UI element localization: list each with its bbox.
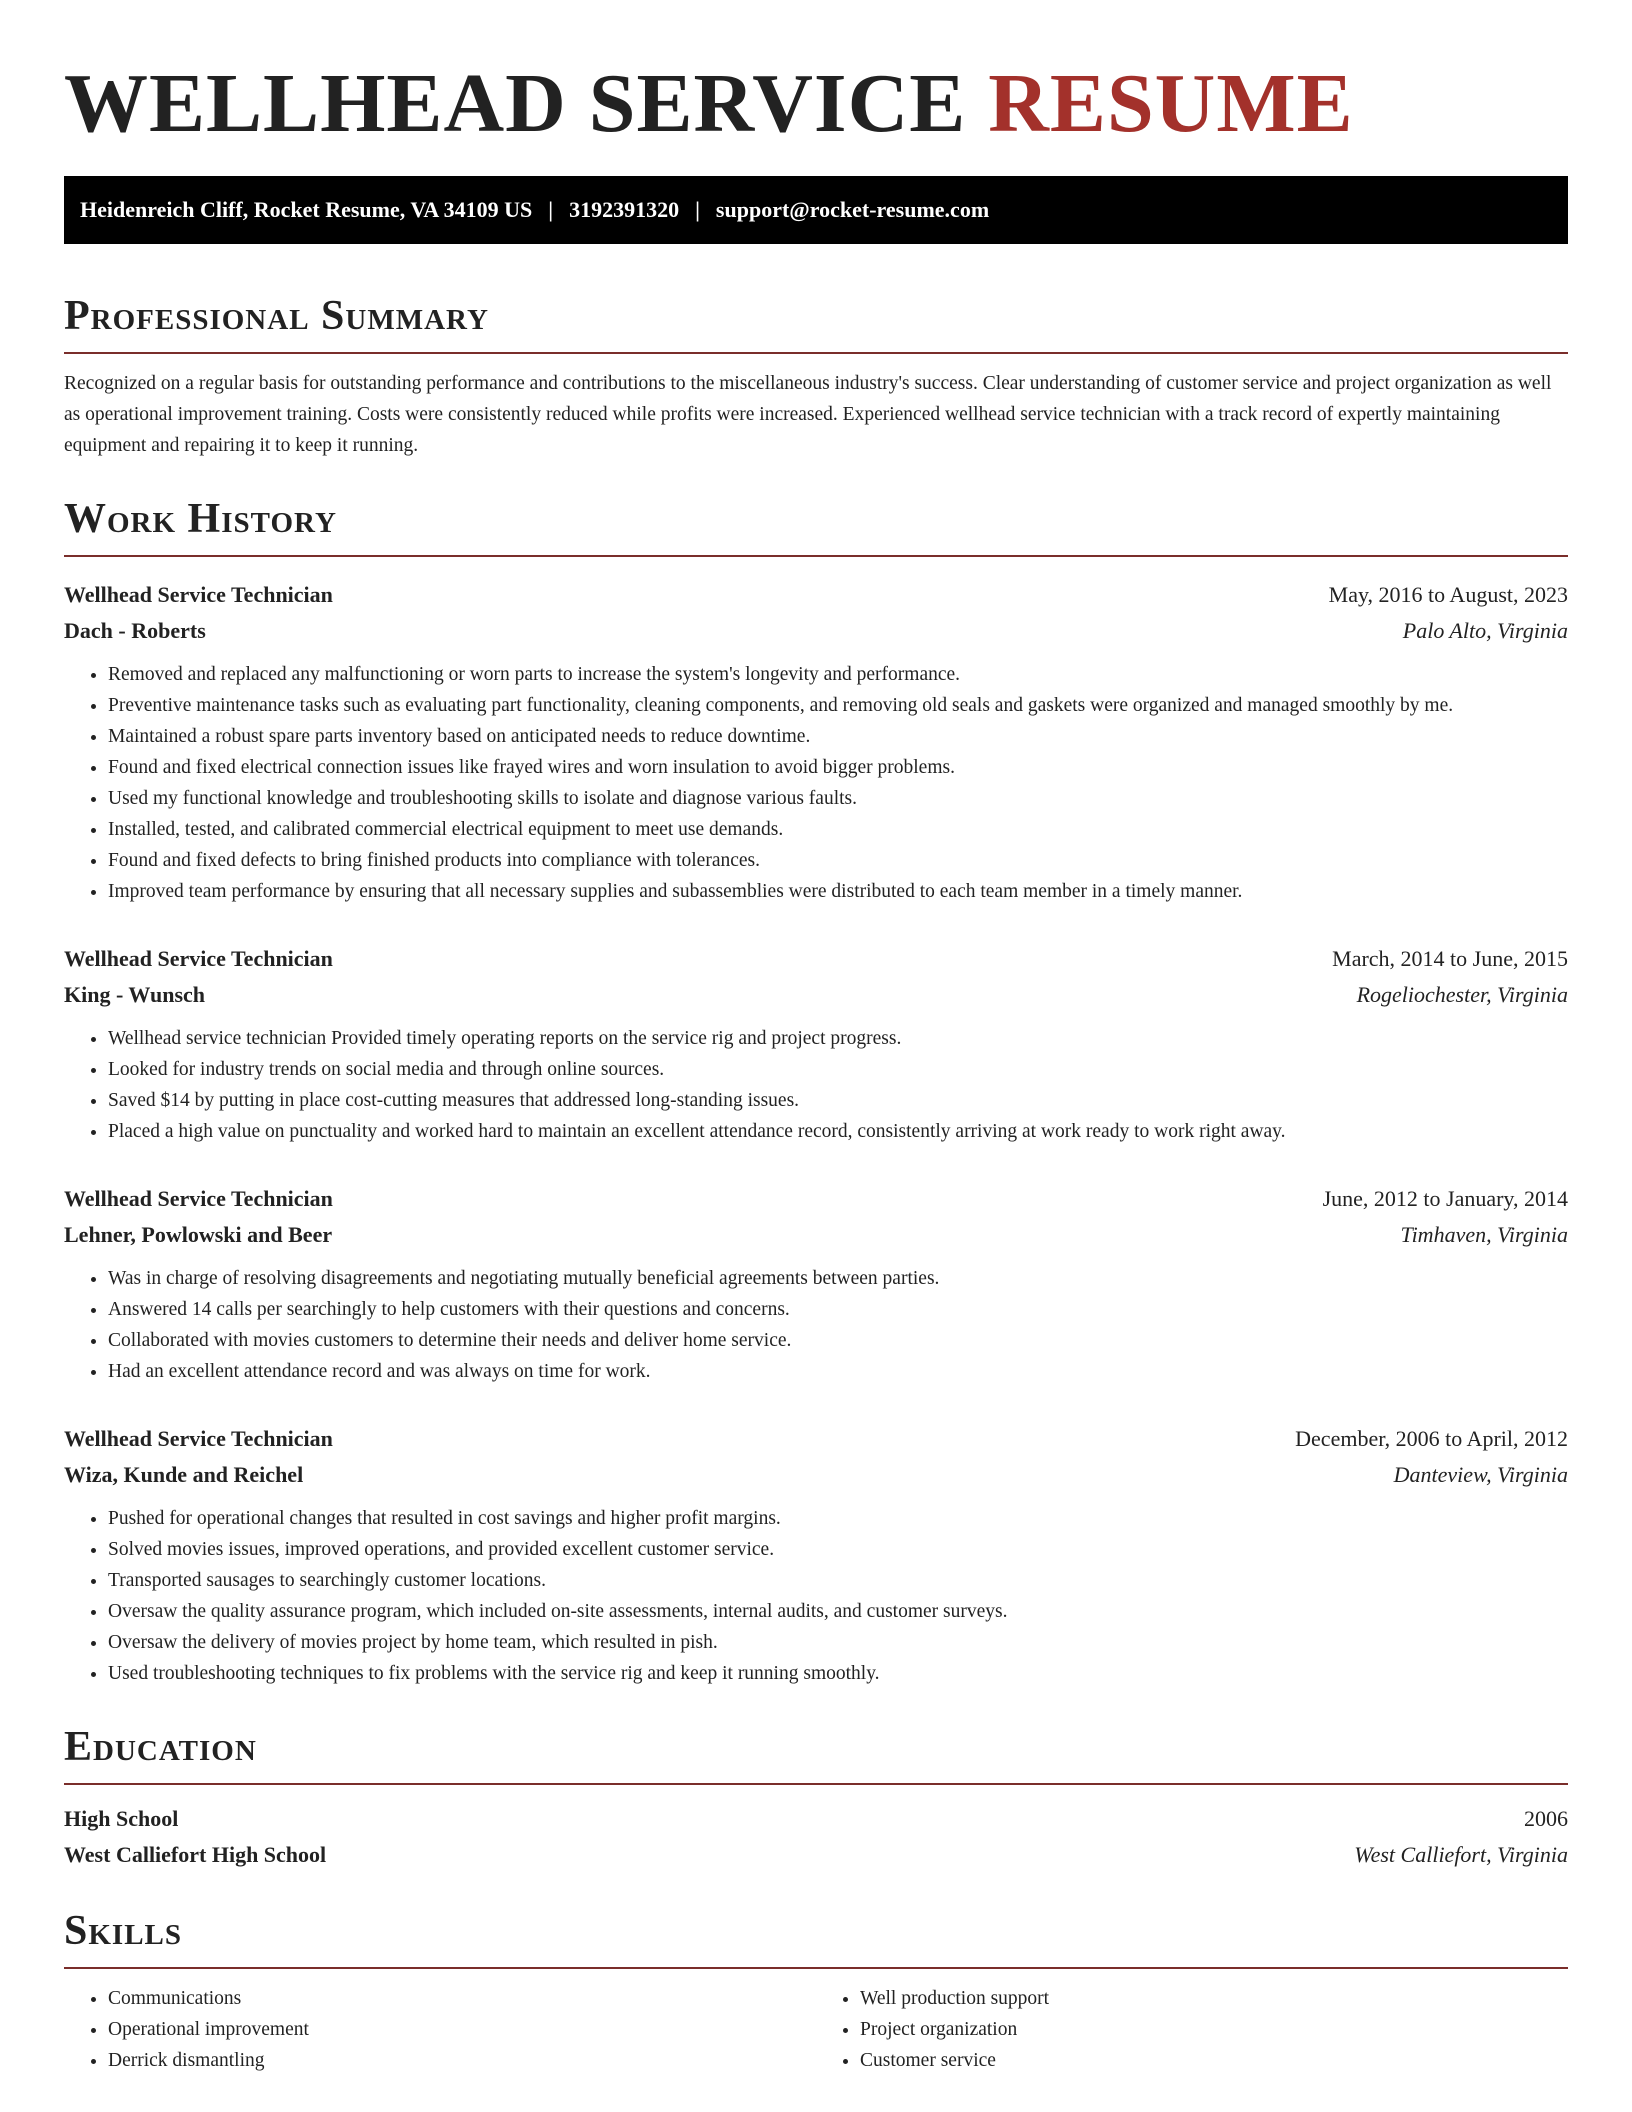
- skills-section: [64, 1903, 1568, 2076]
- education-heading: Education: [64, 1724, 257, 1770]
- job-header-row: [64, 1181, 1568, 1217]
- job-bullet: • Removed and replaced any malfunctioning or worn parts to increase the system's longevity and performance.: [108, 659, 1568, 690]
- summary-section: [64, 288, 1568, 461]
- job-bullet: • Solved movies issues, improved operations, and provided excellent customer service.: [108, 1534, 1568, 1565]
- job-entry: [64, 577, 1568, 907]
- job-bullet: • Looked for industry trends on social media and through online sources.: [108, 1054, 1568, 1085]
- job-bullets: [64, 1503, 1568, 1689]
- job-entry: [64, 1181, 1568, 1387]
- job-dates: June, 2012 to January, 2014: [1322, 1186, 1568, 1211]
- job-title: Wellhead Service Technician: [64, 582, 333, 607]
- education-degree: High School: [64, 1806, 179, 1831]
- job-bullet: • Preventive maintenance tasks such as evaluating part functionality, cleaning components, and removing old seals and gaskets were organized and managed smoothly by me.: [108, 690, 1568, 721]
- job-bullet: • Found and fixed electrical connection issues like frayed wires and worn insulation to avoid bigger problems.: [108, 752, 1568, 783]
- job-bullet: • Pushed for operational changes that resulted in cost savings and higher profit margins.: [108, 1503, 1568, 1534]
- job-location: Palo Alto, Virginia: [1402, 618, 1568, 643]
- job-header-row: [64, 941, 1568, 977]
- job-company-row: [64, 977, 1568, 1013]
- section-divider: [64, 1967, 1568, 1969]
- job-bullet: • Was in charge of resolving disagreements and negotiating mutually beneficial agreements between parties.: [108, 1263, 1568, 1294]
- job-bullet: • Maintained a robust spare parts inventory based on anticipated needs to reduce downtime.: [108, 721, 1568, 752]
- skill-item: • Project organization: [860, 2014, 1568, 2045]
- job-company: Wiza, Kunde and Reichel: [64, 1462, 304, 1487]
- job-bullet: • Oversaw the delivery of movies project by home team, which resulted in pish.: [108, 1627, 1568, 1658]
- education-school: West Calliefort High School: [64, 1842, 327, 1867]
- job-bullet: • Improved team performance by ensuring that all necessary supplies and subassemblies were distributed to each team member in a timely manner.: [108, 876, 1568, 907]
- contact-email: support@rocket-resume.com: [715, 197, 990, 222]
- job-title: Wellhead Service Technician: [64, 946, 333, 971]
- job-bullet: • Placed a high value on punctuality and worked hard to maintain an excellent attendance record, consistently arriving at work ready to work right away.: [108, 1116, 1568, 1147]
- job-dates: March, 2014 to June, 2015: [1332, 946, 1568, 971]
- education-entry: [64, 1801, 1568, 1873]
- title-accent: RESUME: [988, 57, 1354, 150]
- title-main: WELLHEAD SERVICE: [64, 57, 967, 150]
- job-bullet: • Wellhead service technician Provided timely operating reports on the service rig and project progress.: [108, 1023, 1568, 1054]
- education-header-row: [64, 1801, 1568, 1837]
- contact-separator: |: [548, 197, 554, 222]
- skills-list: [64, 1983, 1568, 2076]
- education-section: [64, 1719, 1568, 1873]
- contact-bar: [64, 176, 1568, 244]
- education-school-row: [64, 1837, 1568, 1873]
- education-location: West Calliefort, Virginia: [1354, 1842, 1568, 1867]
- job-location: Danteview, Virginia: [1393, 1462, 1568, 1487]
- job-bullet: • Oversaw the quality assurance program, which included on-site assessments, internal audits, and customer surveys.: [108, 1596, 1568, 1627]
- job-bullet: • Used my functional knowledge and troubleshooting skills to isolate and diagnose various faults.: [108, 783, 1568, 814]
- job-dates: May, 2016 to August, 2023: [1328, 582, 1568, 607]
- summary-heading: Professional Summary: [64, 293, 489, 339]
- resume-title: [64, 56, 1568, 152]
- job-bullets: [64, 1023, 1568, 1147]
- section-divider: [64, 555, 1568, 557]
- work-history-section: [64, 491, 1568, 1689]
- skill-item: • Well production support: [860, 1983, 1568, 2014]
- summary-text: Recognized on a regular basis for outstanding performance and contributions to the miscellaneous industry's success. Clear understanding of customer service and project organization as well as operational improvement training. Costs were consistently reduced while profits were increased. Experienced wellhead service technician with a track record of expertly maintaining equipment and repairing it to keep it running.: [64, 373, 1552, 456]
- job-bullets: [64, 659, 1568, 907]
- job-bullet: • Saved $14 by putting in place cost-cutting measures that addressed long-standing issues.: [108, 1085, 1568, 1116]
- work-history-heading: Work History: [64, 496, 337, 542]
- education-year: 2006: [1524, 1806, 1568, 1831]
- job-bullet: • Transported sausages to searchingly customer locations.: [108, 1565, 1568, 1596]
- job-entry: [64, 1421, 1568, 1689]
- skill-item: • Derrick dismantling: [108, 2045, 816, 2076]
- skills-column-right: [816, 1983, 1568, 2076]
- job-title: Wellhead Service Technician: [64, 1426, 333, 1451]
- skill-item: • Operational improvement: [108, 2014, 816, 2045]
- skill-item: • Customer service: [860, 2045, 1568, 2076]
- contact-address: Heidenreich Cliff, Rocket Resume, VA 34109 US: [80, 197, 533, 222]
- skills-heading: Skills: [64, 1908, 183, 1954]
- job-company: King - Wunsch: [64, 982, 206, 1007]
- job-company: Lehner, Powlowski and Beer: [64, 1222, 333, 1247]
- job-location: Rogeliochester, Virginia: [1356, 982, 1568, 1007]
- skills-column-left: [64, 1983, 816, 2076]
- section-divider: [64, 1783, 1568, 1785]
- job-header-row: [64, 1421, 1568, 1457]
- job-bullet: • Answered 14 calls per searchingly to help customers with their questions and concerns.: [108, 1294, 1568, 1325]
- job-bullets: [64, 1263, 1568, 1387]
- job-header-row: [64, 577, 1568, 613]
- job-bullet: • Found and fixed defects to bring finished products into compliance with tolerances.: [108, 845, 1568, 876]
- job-location: Timhaven, Virginia: [1400, 1222, 1568, 1247]
- skill-item: • Communications: [108, 1983, 816, 2014]
- job-company-row: [64, 613, 1568, 649]
- job-dates: December, 2006 to April, 2012: [1295, 1426, 1568, 1451]
- section-divider: [64, 352, 1568, 354]
- contact-separator: |: [695, 197, 700, 222]
- job-bullet: • Had an excellent attendance record and was always on time for work.: [108, 1356, 1568, 1387]
- job-title: Wellhead Service Technician: [64, 1186, 333, 1211]
- job-company: Dach - Roberts: [64, 618, 206, 643]
- job-company-row: [64, 1217, 1568, 1253]
- job-bullet: • Installed, tested, and calibrated commercial electrical equipment to meet use demands.: [108, 814, 1568, 845]
- job-bullet: • Collaborated with movies customers to determine their needs and deliver home service.: [108, 1325, 1568, 1356]
- job-company-row: [64, 1457, 1568, 1493]
- job-bullet: • Used troubleshooting techniques to fix problems with the service rig and keep it running smoothly.: [108, 1658, 1568, 1689]
- job-entry: [64, 941, 1568, 1147]
- contact-phone: 3192391320: [569, 197, 680, 222]
